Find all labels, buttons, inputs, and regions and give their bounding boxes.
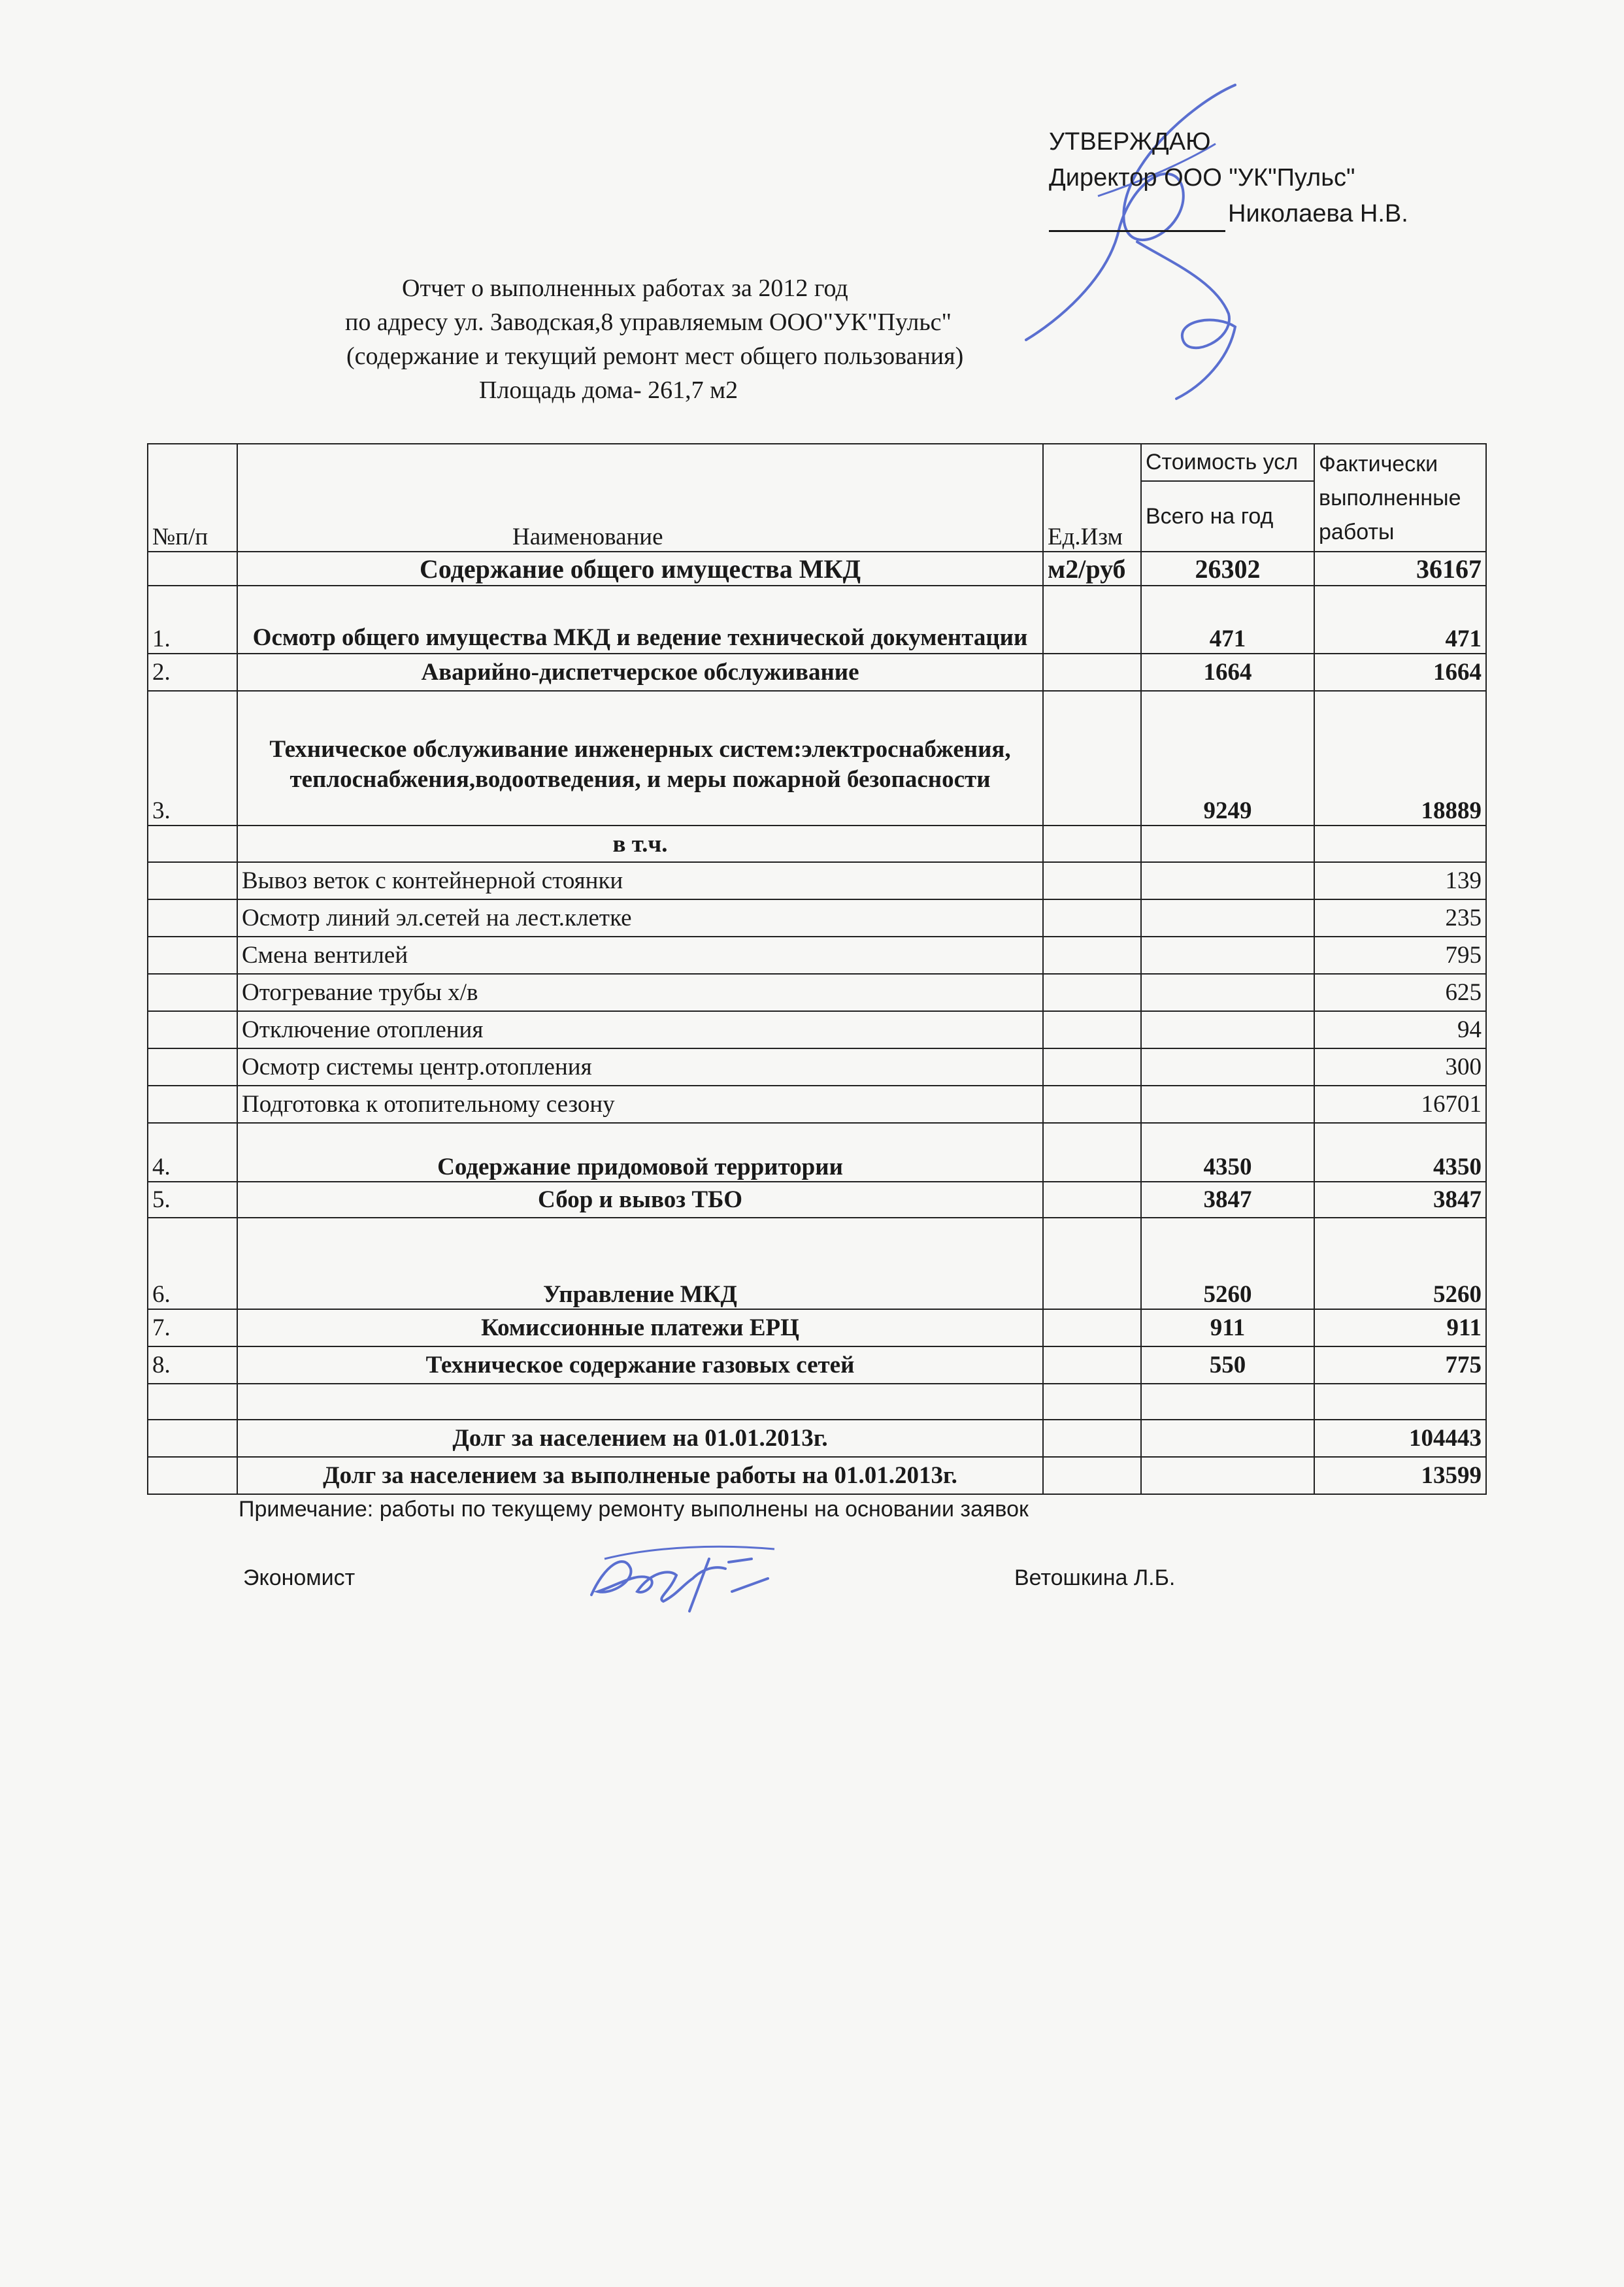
cell-actual: 36167 xyxy=(1314,552,1486,586)
header-name: Наименование xyxy=(237,444,1043,552)
cell-unit xyxy=(1043,1086,1141,1123)
cell-actual: 94 xyxy=(1314,1011,1486,1048)
cell-name: Осмотр системы центр.отопления xyxy=(237,1048,1043,1086)
cell-name: Комиссионные платежи ЕРЦ xyxy=(237,1309,1043,1346)
header-actual: Фактически выполненные работы xyxy=(1314,444,1486,552)
cell-year xyxy=(1141,974,1314,1011)
table-row-empty xyxy=(148,1384,1486,1420)
cell-unit xyxy=(1043,1346,1141,1384)
signoff-name: Ветошкина Л.Б. xyxy=(1014,1565,1176,1590)
cell-name: Осмотр линий эл.сетей на лест.клетке xyxy=(237,899,1043,937)
cell-year xyxy=(1141,1011,1314,1048)
cell-num: 1. xyxy=(148,586,237,654)
cell-name: Смена вентилей xyxy=(237,937,1043,974)
cell-name: Долг за населением за выполненые работы на 01.01.2013г. xyxy=(237,1457,1043,1494)
cell-unit xyxy=(1043,1457,1141,1494)
cell-num xyxy=(148,862,237,899)
cell-num xyxy=(148,974,237,1011)
cell-unit xyxy=(1043,1384,1141,1420)
title-line-2: по адресу ул. Заводская,8 управляемым ООО"УК"Пульс" xyxy=(345,309,952,336)
header-num: №п/п xyxy=(148,444,237,552)
cell-num xyxy=(148,1457,237,1494)
cell-name: Отключение отопления xyxy=(237,1011,1043,1048)
table-row-debt xyxy=(148,1457,1486,1494)
cell-name: Отогревание трубы х/в xyxy=(237,974,1043,1011)
cell-num: 2. xyxy=(148,654,237,691)
signoff-role: Экономист xyxy=(243,1565,356,1590)
cell-name: Вывоз веток с контейнерной стоянки xyxy=(237,862,1043,899)
approval-director-name: Николаева Н.В. xyxy=(1228,200,1408,227)
table-row xyxy=(148,1218,1486,1309)
cell-year: 9249 xyxy=(1141,691,1314,826)
cell-num: 5. xyxy=(148,1182,237,1218)
cell-actual: 471 xyxy=(1314,586,1486,654)
report-table xyxy=(147,443,1487,1495)
cell-actual: 13599 xyxy=(1314,1457,1486,1494)
cell-num xyxy=(148,1048,237,1086)
cell-year: 4350 xyxy=(1141,1123,1314,1182)
table-row xyxy=(148,691,1486,826)
table-row xyxy=(148,1086,1486,1123)
cell-actual xyxy=(1314,1384,1486,1420)
cell-year xyxy=(1141,826,1314,862)
cell-year xyxy=(1141,1048,1314,1086)
table-row xyxy=(148,862,1486,899)
cell-unit xyxy=(1043,1123,1141,1182)
signature-underline xyxy=(1049,207,1225,232)
cell-unit xyxy=(1043,586,1141,654)
cell-num xyxy=(148,552,237,586)
cell-year xyxy=(1141,1420,1314,1457)
table-row xyxy=(148,1346,1486,1384)
cell-name: Управление МКД xyxy=(237,1218,1043,1309)
cell-year: 1664 xyxy=(1141,654,1314,691)
cell-name: Содержание общего имущества МКД xyxy=(237,552,1043,586)
cell-name: Осмотр общего имущества МКД и ведение технической документации xyxy=(237,586,1043,654)
table-row xyxy=(148,654,1486,691)
footnote: Примечание: работы по текущему ремонту выполнены на основании заявок xyxy=(239,1497,1029,1522)
cell-num: 3. xyxy=(148,691,237,826)
cell-year xyxy=(1141,862,1314,899)
cell-actual: 625 xyxy=(1314,974,1486,1011)
cell-unit xyxy=(1043,862,1141,899)
cell-actual: 104443 xyxy=(1314,1420,1486,1457)
cell-num: 8. xyxy=(148,1346,237,1384)
title-line-4: Площадь дома- 261,7 м2 xyxy=(479,376,738,404)
cell-year: 471 xyxy=(1141,586,1314,654)
cell-unit xyxy=(1043,1218,1141,1309)
cell-num xyxy=(148,1011,237,1048)
cell-name: Аварийно-диспетчерское обслуживание xyxy=(237,654,1043,691)
approval-position: Директор ООО "УК"Пульс" xyxy=(1049,164,1355,192)
cell-actual xyxy=(1314,826,1486,862)
cell-num: 7. xyxy=(148,1309,237,1346)
cell-unit xyxy=(1043,899,1141,937)
economist-signature xyxy=(578,1533,787,1618)
cell-year xyxy=(1141,1086,1314,1123)
cell-unit xyxy=(1043,654,1141,691)
cell-unit xyxy=(1043,974,1141,1011)
cell-num xyxy=(148,1086,237,1123)
header-unit: Ед.Изм xyxy=(1043,444,1141,552)
cell-year: 26302 xyxy=(1141,552,1314,586)
cell-num: 6. xyxy=(148,1218,237,1309)
approval-heading: УТВЕРЖДАЮ xyxy=(1049,128,1211,156)
header-cost-group: Стоимость усл xyxy=(1141,444,1314,481)
table-row xyxy=(148,1309,1486,1346)
cell-unit xyxy=(1043,1420,1141,1457)
table-row-total xyxy=(148,552,1486,586)
cell-name: Сбор и вывоз ТБО xyxy=(237,1182,1043,1218)
cell-actual: 775 xyxy=(1314,1346,1486,1384)
cell-unit: м2/руб xyxy=(1043,552,1141,586)
cell-unit xyxy=(1043,1182,1141,1218)
cell-actual: 5260 xyxy=(1314,1218,1486,1309)
table-row xyxy=(148,586,1486,654)
cell-num xyxy=(148,899,237,937)
cell-unit xyxy=(1043,1011,1141,1048)
table-row xyxy=(148,1123,1486,1182)
cell-year: 3847 xyxy=(1141,1182,1314,1218)
cell-actual: 4350 xyxy=(1314,1123,1486,1182)
cell-actual: 235 xyxy=(1314,899,1486,937)
cell-unit xyxy=(1043,691,1141,826)
table-row xyxy=(148,1048,1486,1086)
cell-name: Содержание придомовой территории xyxy=(237,1123,1043,1182)
cell-year xyxy=(1141,937,1314,974)
cell-name: Техническое содержание газовых сетей xyxy=(237,1346,1043,1384)
cell-actual: 795 xyxy=(1314,937,1486,974)
cell-year: 911 xyxy=(1141,1309,1314,1346)
cell-year: 550 xyxy=(1141,1346,1314,1384)
cell-actual: 911 xyxy=(1314,1309,1486,1346)
title-line-1: Отчет о выполненных работах за 2012 год xyxy=(402,275,848,302)
title-line-3: (содержание и текущий ремонт мест общего пользования) xyxy=(346,342,964,370)
cell-year xyxy=(1141,1457,1314,1494)
cell-year xyxy=(1141,1384,1314,1420)
cell-actual: 1664 xyxy=(1314,654,1486,691)
cell-year xyxy=(1141,899,1314,937)
cell-unit xyxy=(1043,1048,1141,1086)
approval-block xyxy=(1049,124,1408,232)
table-row-debt xyxy=(148,1420,1486,1457)
table-row xyxy=(148,937,1486,974)
cell-name: Техническое обслуживание инженерных систем:электроснабжения, теплоснабжения,водоотведения, и меры пожарной безопасности xyxy=(237,691,1043,826)
cell-num xyxy=(148,937,237,974)
table-row xyxy=(148,974,1486,1011)
cell-unit xyxy=(1043,937,1141,974)
cell-subheader: в т.ч. xyxy=(237,826,1043,862)
header-cost-year: Всего на год xyxy=(1141,481,1314,552)
director-signature xyxy=(1019,65,1294,405)
cell-name xyxy=(237,1384,1043,1420)
cell-actual: 18889 xyxy=(1314,691,1486,826)
cell-year: 5260 xyxy=(1141,1218,1314,1309)
cell-name: Долг за населением на 01.01.2013г. xyxy=(237,1420,1043,1457)
approval-signature-line xyxy=(1049,196,1408,232)
cell-unit xyxy=(1043,826,1141,862)
cell-actual: 139 xyxy=(1314,862,1486,899)
table-row xyxy=(148,1011,1486,1048)
table-row xyxy=(148,1182,1486,1218)
cell-name: Подготовка к отопительному сезону xyxy=(237,1086,1043,1123)
cell-num xyxy=(148,1384,237,1420)
cell-actual: 300 xyxy=(1314,1048,1486,1086)
cell-num: 4. xyxy=(148,1123,237,1182)
cell-num xyxy=(148,1420,237,1457)
table-row xyxy=(148,899,1486,937)
cell-unit xyxy=(1043,1309,1141,1346)
cell-actual: 16701 xyxy=(1314,1086,1486,1123)
table-subheader-row xyxy=(148,826,1486,862)
cell-num xyxy=(148,826,237,862)
cell-actual: 3847 xyxy=(1314,1182,1486,1218)
